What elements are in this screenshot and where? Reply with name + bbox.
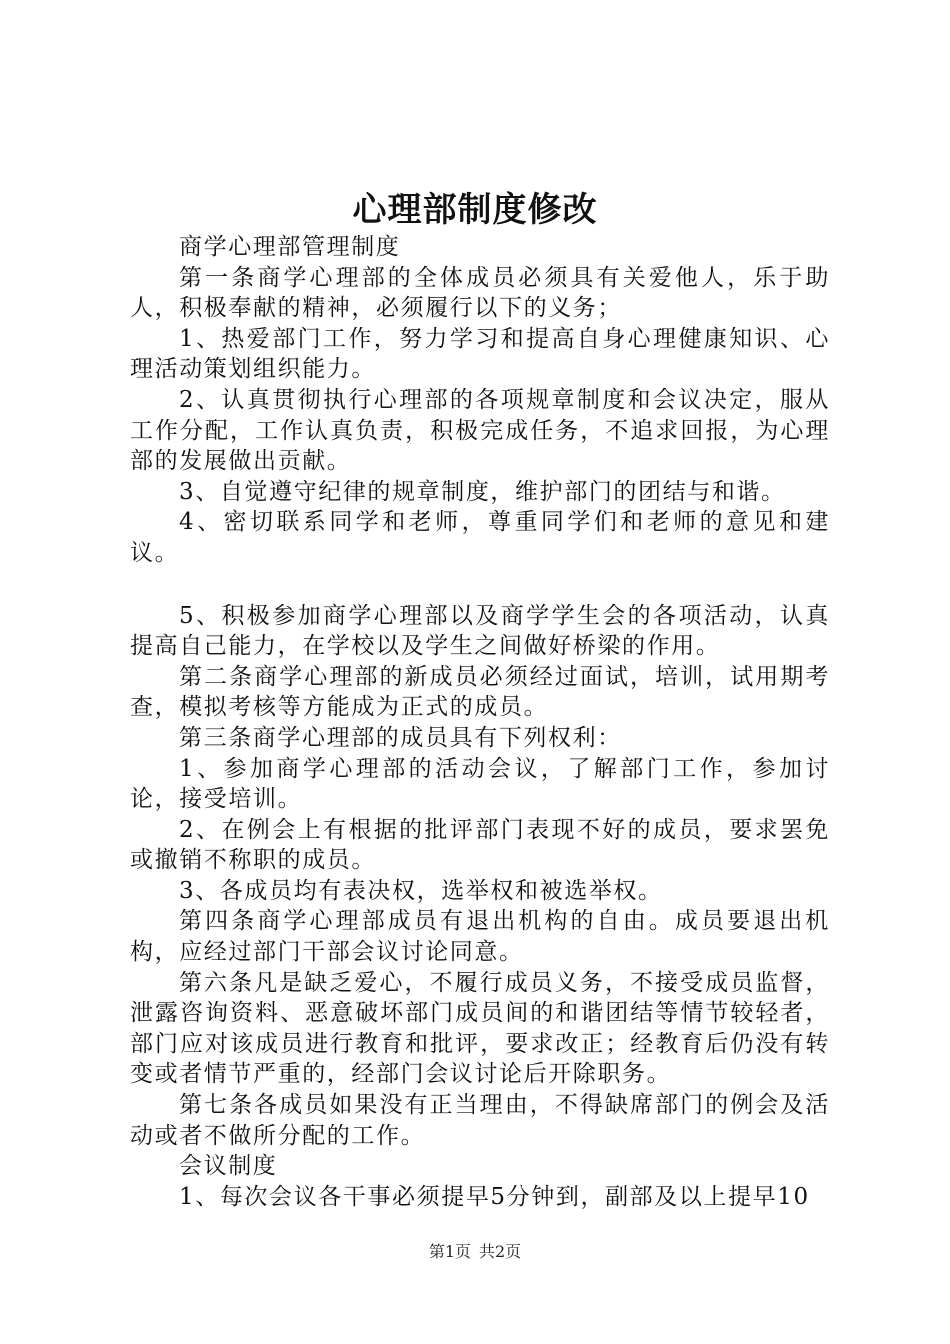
paragraph: 3、自觉遵守纪律的规章制度，维护部门的团结与和谐。 <box>179 478 786 505</box>
paragraph: 第二条商学心理部的新成员必须经过面试，培训，试用期考查，模拟考核等方能成为正式的成员。 <box>130 663 830 721</box>
paragraph: 3、各成员均有表决权，选举权和被选举权。 <box>179 877 663 904</box>
page-title: 心理部制度修改 <box>352 190 598 230</box>
paragraph: 2、认真贯彻执行心理部的各项规章制度和会议决定，服从工作分配，工作认真负责，积极完成任务，不追求回报，为心理部的发展做出贡献。 <box>130 386 830 475</box>
page-total: 共2页 <box>479 1242 522 1261</box>
section-heading: 商学心理部管理制度 <box>179 234 401 260</box>
paragraph: 5、积极参加商学心理部以及商学学生会的各项活动，认真提高自己能力，在学校以及学生之间做好桥梁的作用。 <box>130 602 830 660</box>
paragraph: 第七条各成员如果没有正当理由，不得缺席部门的例会及活动或者不做所分配的工作。 <box>130 1092 830 1149</box>
document-body <box>130 232 830 1212</box>
paragraph: 2、在例会上有根据的批评部门表现不好的成员，要求罢免或撤销不称职的成员。 <box>130 816 830 874</box>
paragraph: 第三条商学心理部的成员具有下列权利： <box>179 724 622 751</box>
paragraph: 4、密切联系同学和老师，尊重同学们和老师的意见和建议。 <box>130 509 830 566</box>
paragraph: 1、参加商学心理部的活动会议，了解部门工作，参加讨论，接受培训。 <box>130 755 830 813</box>
paragraph: 1、热爱部门工作，努力学习和提高自身心理健康知识、心理活动策划组织能力。 <box>130 325 830 383</box>
page-number: 第1页 <box>428 1242 471 1261</box>
paragraph: 第四条商学心理部成员有退出机构的自由。成员要退出机构，应经过部门干部会议讨论同意。 <box>130 908 830 966</box>
paragraph: 第一条商学心理部的全体成员必须具有关爱他人，乐于助人，积极奉献的精神，必须履行以下的义务； <box>130 264 830 322</box>
page-footer <box>0 1242 950 1262</box>
paragraph: 1、每次会议各干事必须提早5分钟到，副部及以上提早10 <box>179 1183 810 1210</box>
section-heading: 会议制度 <box>179 1153 278 1180</box>
paragraph: 第六条凡是缺乏爱心，不履行成员义务，不接受成员监督，泄露咨询资料、恶意破坏部门成员间的和谐团结等情节较轻者，部门应对该成员进行教育和批评，要求改正；经教育后仍没有转变或者情节严重的，经部门会议讨论后开除职务。 <box>130 969 830 1088</box>
